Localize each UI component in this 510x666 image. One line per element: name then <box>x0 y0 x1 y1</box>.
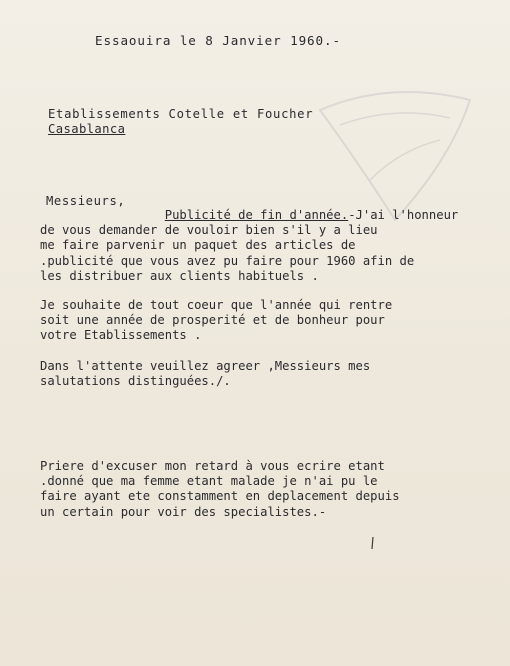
paragraph-request <box>40 208 498 284</box>
paragraph-line: de vous demander de vouloir bien s'il y a lieu <box>40 223 378 238</box>
recipient-city: Casablanca <box>48 122 126 136</box>
paragraph-line: les distribuer aux clients habituels . <box>40 268 319 283</box>
paragraph-line: un certain pour voir des specialistes.- <box>40 504 327 519</box>
date-line: Essaouira le 8 Janvier 1960.- <box>95 33 341 48</box>
pen-tick-mark <box>368 535 378 551</box>
subject-tail: -J'ai l'honneur <box>348 208 459 222</box>
paragraph-closing <box>40 359 498 389</box>
faded-stamp <box>300 70 490 230</box>
paragraph-line: votre Etablissements . <box>40 328 202 343</box>
paragraph-line: soit une année de prosperité et de bonheur pour <box>40 313 385 328</box>
paragraph-line: Je souhaite de tout coeur que l'année qui rentre <box>40 298 393 312</box>
paragraph-line: salutations distinguées./. <box>40 374 231 389</box>
paragraph-wishes <box>40 298 498 344</box>
recipient-company: Etablissements Cotelle et Foucher <box>48 107 314 121</box>
paragraph-line: .donné que ma femme etant malade je n'ai pu le <box>40 474 378 489</box>
paragraph-line: me faire parvenir un paquet des articles de <box>40 238 356 253</box>
paragraph-apology <box>40 459 498 520</box>
paragraph-line: Priere d'excuser mon retard à vous ecrire etant <box>40 459 385 473</box>
paragraph-line: faire ayant ete constamment en deplacement depuis <box>40 489 400 504</box>
salutation: Messieurs, <box>46 194 126 208</box>
subject-line <box>40 208 498 223</box>
subject-heading: Publicité de fin d'année. <box>164 208 349 222</box>
paragraph-line: .publicité que vous avez pu faire pour 1960 afin de <box>40 253 415 268</box>
paragraph-line: Dans l'attente veuillez agreer ,Messieurs mes <box>40 359 371 373</box>
